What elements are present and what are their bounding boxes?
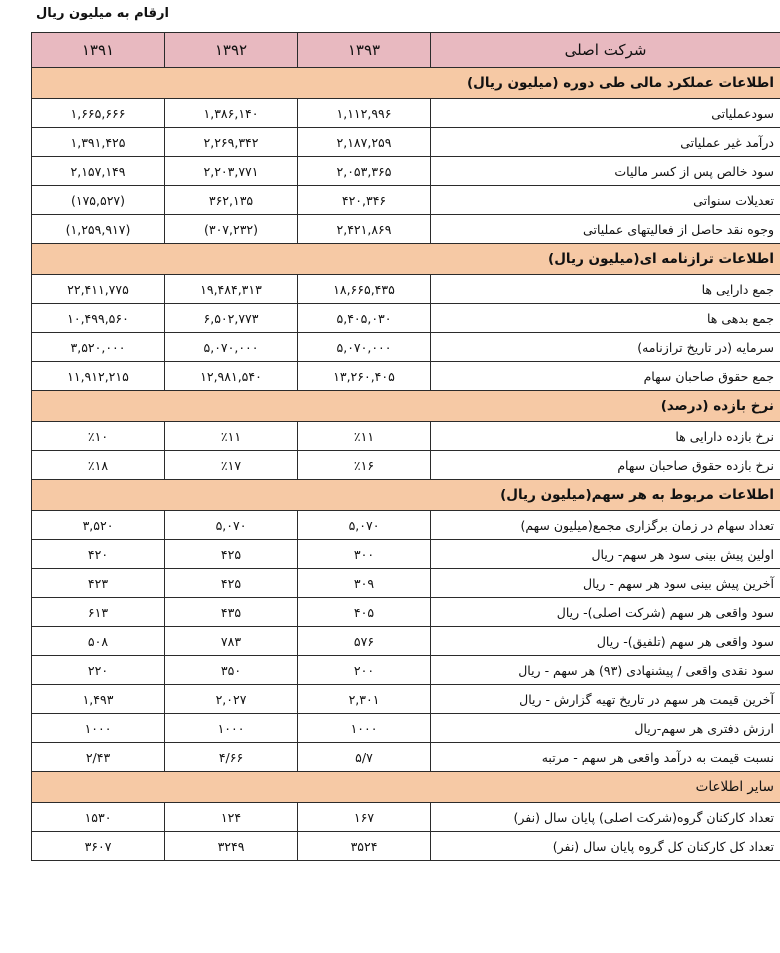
- row-value: ۳۶۰۷: [32, 832, 165, 861]
- row-value: ۴۲۵: [165, 569, 298, 598]
- row-value: ۵,۰۷۰: [165, 511, 298, 540]
- row-label: جمع دارایی ها: [431, 275, 780, 304]
- row-value: ۲,۲۶۹,۳۴۲: [165, 128, 298, 157]
- row-value: (۱۷۵,۵۲۷): [32, 186, 165, 215]
- table-row: [32, 511, 780, 540]
- row-value: ۱,۶۶۵,۶۶۶: [32, 99, 165, 128]
- section-header-row: [32, 244, 780, 275]
- row-value: ۴۲۵: [165, 540, 298, 569]
- row-value: ۱۲,۹۸۱,۵۴۰: [165, 362, 298, 391]
- row-value: ۲۰۰: [298, 656, 431, 685]
- table-row: [32, 832, 780, 861]
- table-row: [32, 422, 780, 451]
- table-row: [32, 99, 780, 128]
- row-value: ۵۰۸: [32, 627, 165, 656]
- row-label: سودعملیاتی: [431, 99, 780, 128]
- row-value: ٪۱۱: [298, 422, 431, 451]
- row-label: نرخ بازده دارایی ها: [431, 422, 780, 451]
- row-value: ٪۱۰: [32, 422, 165, 451]
- table-row: [32, 656, 780, 685]
- table-row: [32, 598, 780, 627]
- row-value: ۴۰۵: [298, 598, 431, 627]
- row-label: آخرین قیمت هر سهم در تاریخ تهیه گزارش - ریال: [431, 685, 780, 714]
- row-value: ۷۸۳: [165, 627, 298, 656]
- section-header-row: [32, 480, 780, 511]
- table-row: [32, 275, 780, 304]
- row-label: جمع حقوق صاحبان سهام: [431, 362, 780, 391]
- row-value: ۳۰۹: [298, 569, 431, 598]
- row-value: ۲۲۰: [32, 656, 165, 685]
- row-value: ۱۳,۲۶۰,۴۰۵: [298, 362, 431, 391]
- row-value: ۲,۱۸۷,۲۵۹: [298, 128, 431, 157]
- table-row: [32, 803, 780, 832]
- row-value: ۲,۰۵۳,۳۶۵: [298, 157, 431, 186]
- year-header: ۱۳۹۱: [32, 33, 165, 68]
- row-label: ارزش دفتری هر سهم-ریال: [431, 714, 780, 743]
- row-label: نرخ بازده حقوق صاحبان سهام: [431, 451, 780, 480]
- row-value: ۴۲۳: [32, 569, 165, 598]
- table-row: [32, 128, 780, 157]
- header-row: [32, 33, 780, 68]
- row-value: ۱,۳۹۱,۴۲۵: [32, 128, 165, 157]
- row-value: ۲/۴۳: [32, 743, 165, 772]
- row-value: ۴۲۰: [32, 540, 165, 569]
- table-row: [32, 540, 780, 569]
- section-title: نرخ بازده (درصد): [32, 391, 780, 422]
- row-value: ۵,۰۷۰: [298, 511, 431, 540]
- row-value: ۳۵۰: [165, 656, 298, 685]
- row-value: ۱۸,۶۶۵,۴۳۵: [298, 275, 431, 304]
- row-value: ۱۹,۴۸۴,۳۱۳: [165, 275, 298, 304]
- row-value: ۱۶۷: [298, 803, 431, 832]
- section-header-row: [32, 391, 780, 422]
- table-row: [32, 304, 780, 333]
- section-title: اطلاعات ترازنامه ای(میلیون ریال): [32, 244, 780, 275]
- row-value: ۱,۴۹۳: [32, 685, 165, 714]
- table-row: [32, 215, 780, 244]
- row-value: ۵/۷: [298, 743, 431, 772]
- row-label: سود واقعی هر سهم (تلفیق)- ریال: [431, 627, 780, 656]
- row-label: سود نقدی واقعی / پیشنهادی (۹۳) هر سهم - ریال: [431, 656, 780, 685]
- row-value: ۱۵۳۰: [32, 803, 165, 832]
- row-value: ۲,۲۰۳,۷۷۱: [165, 157, 298, 186]
- row-value: ۱۲۴: [165, 803, 298, 832]
- row-value: ٪۱۸: [32, 451, 165, 480]
- row-value: ۱۰۰۰: [165, 714, 298, 743]
- row-label: درآمد غیر عملیاتی: [431, 128, 780, 157]
- row-value: ۱۰۰۰: [298, 714, 431, 743]
- row-value: ۲,۳۰۱: [298, 685, 431, 714]
- row-value: ۴/۶۶: [165, 743, 298, 772]
- financial-table: [31, 32, 780, 861]
- row-value: ۴۳۵: [165, 598, 298, 627]
- year-header: ۱۳۹۳: [298, 33, 431, 68]
- row-value: ٪۱۶: [298, 451, 431, 480]
- table-row: [32, 685, 780, 714]
- table-row: [32, 333, 780, 362]
- row-value: ۲,۰۲۷: [165, 685, 298, 714]
- row-label: وجوه نقد حاصل از فعالیتهای عملیاتی: [431, 215, 780, 244]
- row-label: تعداد کارکنان گروه(شرکت اصلی) پایان سال (نفر): [431, 803, 780, 832]
- row-label: سود خالص پس از کسر مالیات: [431, 157, 780, 186]
- section-header-row: [32, 68, 780, 99]
- row-value: ۳۶۲,۱۳۵: [165, 186, 298, 215]
- row-value: ۲,۴۲۱,۸۶۹: [298, 215, 431, 244]
- row-value: ۵,۰۷۰,۰۰۰: [298, 333, 431, 362]
- row-value: ۳۰۰: [298, 540, 431, 569]
- row-value: ٪۱۷: [165, 451, 298, 480]
- row-value: ۱۰۰۰: [32, 714, 165, 743]
- row-value: ۳,۵۲۰,۰۰۰: [32, 333, 165, 362]
- row-label: سرمایه (در تاریخ ترازنامه): [431, 333, 780, 362]
- table-row: [32, 186, 780, 215]
- row-value: ۳۵۲۴: [298, 832, 431, 861]
- row-label: تعدیلات سنواتی: [431, 186, 780, 215]
- row-label: نسبت قیمت به درآمد واقعی هر سهم - مرتبه: [431, 743, 780, 772]
- company-header: شرکت اصلی: [431, 33, 780, 68]
- row-label: تعداد سهام در زمان برگزاری مجمع(میلیون سهم): [431, 511, 780, 540]
- row-label: اولین پیش بینی سود هر سهم- ریال: [431, 540, 780, 569]
- table-row: [32, 362, 780, 391]
- row-value: ۳,۵۲۰: [32, 511, 165, 540]
- row-label: جمع بدهی ها: [431, 304, 780, 333]
- row-value: ۵,۴۰۵,۰۳۰: [298, 304, 431, 333]
- row-value: ۲۲,۴۱۱,۷۷۵: [32, 275, 165, 304]
- table-row: [32, 627, 780, 656]
- row-value: ۱۰,۴۹۹,۵۶۰: [32, 304, 165, 333]
- row-value: ۱,۳۸۶,۱۴۰: [165, 99, 298, 128]
- row-value: ۵۷۶: [298, 627, 431, 656]
- row-value: ۱۱,۹۱۲,۲۱۵: [32, 362, 165, 391]
- section-title: اطلاعات عملکرد مالی طی دوره (میلیون ریال): [32, 68, 780, 99]
- row-label: آخرین پیش بینی سود هر سهم - ریال: [431, 569, 780, 598]
- row-label: سود واقعی هر سهم (شرکت اصلی)- ریال: [431, 598, 780, 627]
- row-value: (۱,۲۵۹,۹۱۷): [32, 215, 165, 244]
- table-row: [32, 157, 780, 186]
- section-title: سایر اطلاعات: [32, 772, 780, 803]
- section-title: اطلاعات مربوط به هر سهم(میلیون ریال): [32, 480, 780, 511]
- row-value: ۶۱۳: [32, 598, 165, 627]
- row-label: تعداد کل کارکنان کل گروه پایان سال (نفر): [431, 832, 780, 861]
- row-value: ٪۱۱: [165, 422, 298, 451]
- table-row: [32, 569, 780, 598]
- table-row: [32, 743, 780, 772]
- units-caption: ارقام به میلیون ریال: [36, 6, 169, 21]
- row-value: (۳۰۷,۲۳۲): [165, 215, 298, 244]
- row-value: ۱,۱۱۲,۹۹۶: [298, 99, 431, 128]
- table-body: [32, 68, 780, 861]
- row-value: ۵,۰۷۰,۰۰۰: [165, 333, 298, 362]
- row-value: ۳۲۴۹: [165, 832, 298, 861]
- row-value: ۶,۵۰۲,۷۷۳: [165, 304, 298, 333]
- table-row: [32, 714, 780, 743]
- row-value: ۴۲۰,۳۴۶: [298, 186, 431, 215]
- year-header: ۱۳۹۲: [165, 33, 298, 68]
- section-header-row: [32, 772, 780, 803]
- row-value: ۲,۱۵۷,۱۴۹: [32, 157, 165, 186]
- table-row: [32, 451, 780, 480]
